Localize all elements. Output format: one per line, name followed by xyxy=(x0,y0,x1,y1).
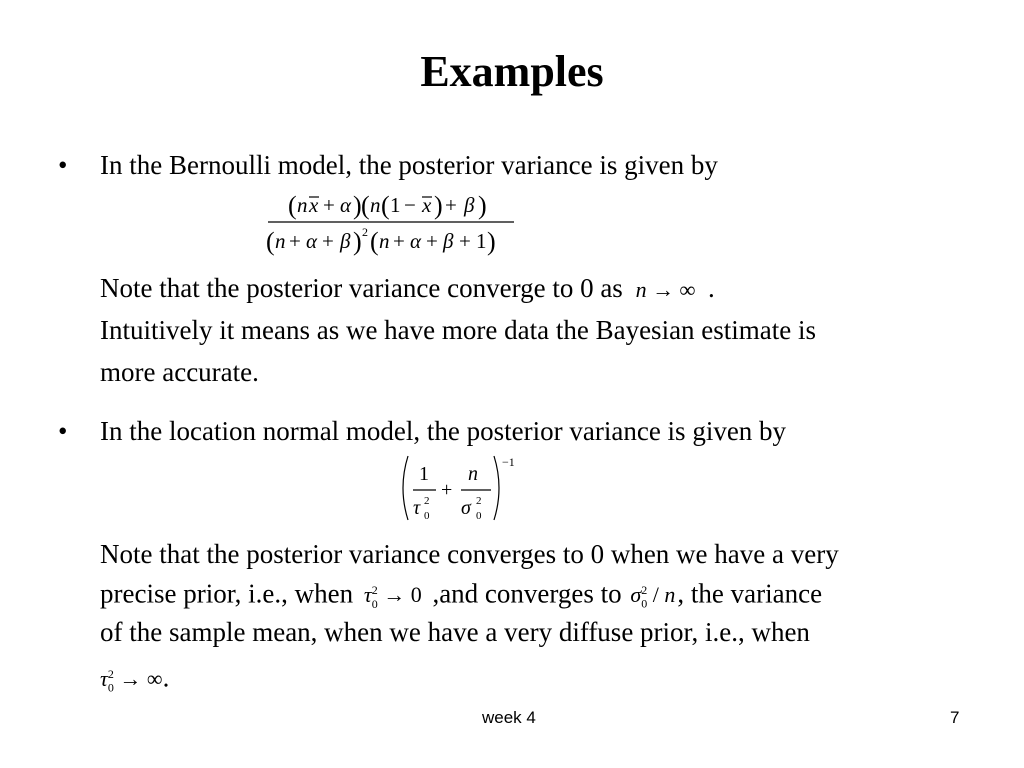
svg-text:): ) xyxy=(353,227,362,256)
svg-text:2: 2 xyxy=(476,495,482,507)
svg-text:n: n xyxy=(275,229,286,253)
svg-text:): ) xyxy=(353,191,362,220)
svg-text:+: + xyxy=(426,229,438,253)
svg-text:α: α xyxy=(306,229,318,253)
svg-text:β: β xyxy=(443,229,454,253)
note-text: precise prior, i.e., when xyxy=(100,578,360,609)
svg-text:−1: −1 xyxy=(502,455,515,469)
svg-text:0: 0 xyxy=(476,510,482,522)
svg-text:(: ( xyxy=(370,227,379,256)
note-line xyxy=(100,267,816,309)
svg-text:x: x xyxy=(309,193,319,217)
svg-text:+: + xyxy=(322,229,334,253)
note-text: . xyxy=(162,662,170,693)
tau-to-zero-math: $\tau_0^2 \to 0$ xyxy=(363,582,422,611)
svg-text:): ) xyxy=(487,227,496,256)
page-number: 7 xyxy=(950,708,960,727)
slide-title: Examples xyxy=(420,47,604,96)
bullet-2-note xyxy=(100,536,839,698)
note-line: Intuitively it means as we have more data the Bayesian estimate is xyxy=(100,315,817,345)
svg-text:(: ( xyxy=(288,191,297,220)
normal-variance-formula xyxy=(396,452,526,526)
svg-text:α: α xyxy=(410,229,422,253)
bullet-marker: • xyxy=(58,416,68,446)
note-text: ,and converges to xyxy=(425,578,629,609)
tau-to-infinity-math: $\tau_0^2$ → ∞ xyxy=(100,666,163,695)
bernoulli-variance-formula xyxy=(262,186,522,260)
svg-text:(: ( xyxy=(381,191,390,220)
svg-text:2: 2 xyxy=(362,225,368,239)
bullet-1-text: In the Bernoulli model, the posterior variance is given by xyxy=(100,150,718,180)
svg-text:+: + xyxy=(323,193,335,217)
note-text: , the variance xyxy=(677,578,823,609)
svg-text:+: + xyxy=(445,193,457,217)
bullet-1-note xyxy=(100,267,816,393)
svg-text:n: n xyxy=(379,229,390,253)
note-line: more accurate. xyxy=(100,357,259,387)
svg-text:n: n xyxy=(468,463,478,485)
bullet-marker: • xyxy=(58,150,68,180)
svg-text:n: n xyxy=(297,193,308,217)
svg-text:β: β xyxy=(340,229,351,253)
n-to-infinity-math: n → ∞ xyxy=(635,277,696,302)
svg-text:α: α xyxy=(340,193,352,217)
svg-text:2: 2 xyxy=(424,495,430,507)
svg-text:(: ( xyxy=(361,191,370,220)
svg-text:+: + xyxy=(289,229,301,253)
footer-label: week 4 xyxy=(482,708,536,727)
note-line: Note that the posterior variance converges to 0 when we have a very xyxy=(100,539,839,569)
svg-text:−: − xyxy=(404,193,416,217)
svg-text:1: 1 xyxy=(419,463,429,485)
svg-text:x: x xyxy=(422,193,432,217)
note-line xyxy=(100,656,839,698)
note-text: Note that the posterior variance converge to 0 as xyxy=(100,273,630,303)
svg-text:τ: τ xyxy=(413,497,421,519)
svg-text:+: + xyxy=(441,479,453,501)
note-line xyxy=(100,572,839,614)
bullet-2-text: In the location normal model, the posterior variance is given by xyxy=(100,416,787,446)
svg-text:): ) xyxy=(434,191,443,220)
svg-text:n: n xyxy=(370,193,381,217)
sigma-over-n-math: $\sigma_0^2$ / n xyxy=(630,582,676,611)
svg-text:β: β xyxy=(464,193,475,217)
svg-text:(: ( xyxy=(266,227,275,256)
svg-text:1: 1 xyxy=(390,193,401,217)
svg-text:+: + xyxy=(459,229,471,253)
note-line: of the sample mean, when we have a very diffuse prior, i.e., when xyxy=(100,617,810,647)
svg-text:+: + xyxy=(393,229,405,253)
svg-text:1: 1 xyxy=(476,229,487,253)
svg-text:σ: σ xyxy=(461,497,471,519)
note-text: . xyxy=(701,273,715,303)
svg-text:): ) xyxy=(478,191,487,220)
svg-text:0: 0 xyxy=(424,510,430,522)
